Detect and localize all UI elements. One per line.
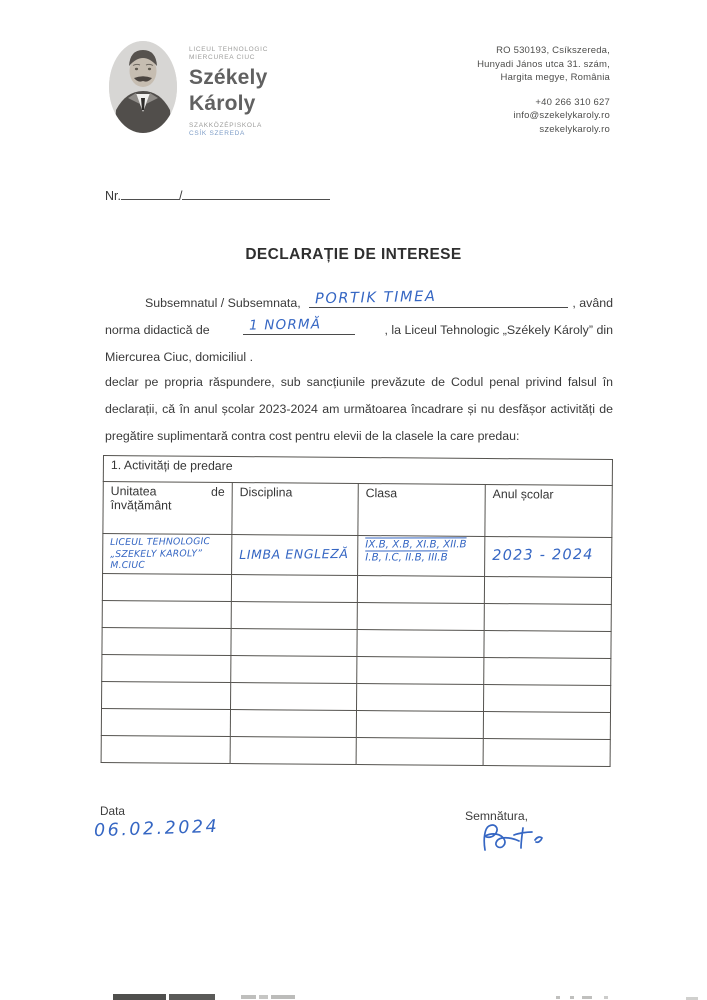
footer-cutoff-text-fragment [241,995,256,999]
handwritten-norma: 1 NORMĂ [248,316,322,334]
school-address-block [477,44,610,136]
portrait-icon [106,38,180,136]
header-anul-scolar: Anul școlar [485,485,612,538]
footer-cutoff-text-fragment [604,996,608,999]
registration-number-line [105,186,330,203]
footer-cutoff-text-fragment [570,996,574,999]
table-section-title-row [103,456,612,486]
cell-unitatea [103,534,232,575]
intro-line-1 [105,283,613,310]
table-empty-row [101,735,610,766]
intro-line-3 [105,337,613,364]
footer-cutoff-text-fragment [271,995,295,999]
school-name-text: , la Liceul Tehnologic „Székely Károly” din [384,323,613,337]
footer-cutoff-logo-bar [169,994,215,1000]
table-section-title: 1. Activități de predare [103,456,612,486]
cell-anul-scolar [485,537,612,578]
footer-cutoff-text-fragment [556,996,560,999]
email-address: info@szekelykaroly.ro [513,110,610,121]
address-line-2: Hunyadi János utca 31. szám, [477,58,610,70]
logo-name-last: Károly [189,92,256,115]
name-blank-field [309,290,569,308]
website-url: szekelykaroly.ro [539,123,610,135]
nr-separator: / [178,189,183,203]
phone-number: +40 266 310 627 [535,96,610,108]
table-empty-row [102,574,611,605]
footer-cutoff-logo-bar [113,994,166,1000]
document-title: DECLARAȚIE DE INTERESE [245,246,462,263]
footer-cutoff-text-fragment [582,996,592,999]
handwritten-subject: LIMBA ENGLEZĂ [239,545,349,563]
handwritten-school-line2: „SZEKELY KAROLY” M.CIUC [110,547,203,572]
header-clasa: Clasa [358,484,485,537]
handwritten-classes-line2: I.B, I.C, II.B, III.B [365,550,448,564]
footer-cutoff-text-fragment [259,995,268,999]
signature-label: Semnătura, [465,809,529,823]
declaration-intro [105,283,613,364]
intro-line-2 [105,310,613,337]
declaration-statement: declar pe propria răspundere, sub sancțiunile prevăzute de Codul penal privind falsul în declarații, că în anul școlar 2023-2024 am următoarea încadrare și nu desfășor activități de pregătire suplimentară contra cost pentru elevii de la clasele la care predau: [105,375,613,443]
logo-hungarian-type-line: SZAKKÖZÉPISKOLA [189,122,262,129]
handwritten-school-line1: LICEUL TEHNOLOGIC [110,536,211,549]
table-empty-row [101,708,610,739]
table-empty-row [102,627,611,658]
norma-blank-field [243,317,355,335]
avand-text: , având [572,296,613,310]
domiciliul-text: Miercurea Ciuc, domiciliul . [105,350,254,364]
date-label: Data [100,804,125,818]
table-empty-row [102,681,611,712]
handwritten-signature [477,820,549,867]
address-line-3: Hargita megye, România [500,72,610,83]
table-data-row [103,534,612,578]
nr-label: Nr. [105,189,121,203]
handwritten-classes-line1: IX.B, X.B, XI.B, XII.B [365,538,467,551]
table-header-row [103,482,612,538]
logo-text-block [189,38,268,138]
nr-blank-field [121,186,179,200]
logo-hungarian-city-line: CSÍK SZEREDA [189,130,246,137]
cell-disciplina [232,535,358,576]
logo-city-line: MIERCUREA CIUC [189,54,256,61]
header-unitatea: Unitatea de învățământ [103,482,232,535]
cell-clasa [358,536,485,577]
header-disciplina: Disciplina [232,483,358,536]
address-line-1: RO 530193, Csíkszereda, [496,45,610,56]
norma-label: norma didactică de [105,323,210,337]
school-logo [106,38,268,138]
logo-school-type-line: LICEUL TEHNOLOGIC [189,46,269,53]
handwritten-name: PORTIK TIMEA [314,288,437,308]
subsemnatul-label: Subsemnatul / Subsemnata, [145,296,301,310]
teaching-activities-table [101,455,613,767]
table-empty-row [102,654,611,685]
table-empty-row [102,600,611,631]
nr-date-blank-field [182,186,330,200]
handwritten-school-year: 2023 - 2024 [492,546,594,564]
logo-name-first: Székely [189,66,268,89]
handwritten-date: 06.02.2024 [93,816,220,842]
